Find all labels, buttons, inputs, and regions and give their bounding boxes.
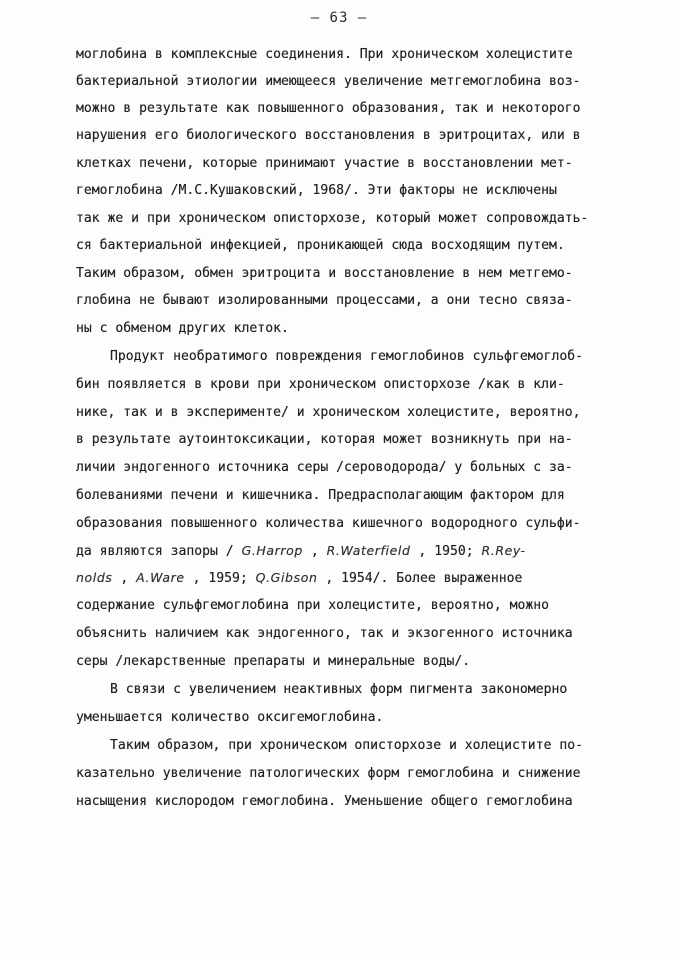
typed-text: , 1954/. Более выраженное — [325, 571, 523, 586]
handwritten-name: Q.Gibson — [255, 570, 318, 585]
text-line: казательно увеличение патологических форм гемоглобина и снижение — [76, 766, 581, 781]
handwritten-name: R.Waterfield — [326, 543, 411, 558]
handwritten-name: R.Rey- — [481, 543, 526, 558]
text-line: болеваниями печени и кишечника. Предрасполагающим фактором для — [76, 488, 565, 503]
typed-text: , — [120, 571, 129, 586]
text-line: гемоглобина /М.С.Кушаковский, 1968/. Эти факторы не исключены — [76, 183, 557, 198]
typed-text: , 1959; — [192, 571, 248, 586]
text-line: личии эндогенного источника серы /сероводорода/ у больных с за- — [76, 460, 573, 475]
page-number: – 63 – — [310, 10, 368, 26]
text-line: объяснить наличием как эндогенного, так и экзогенного источника — [76, 626, 573, 641]
text-line: насыщения кислородом гемоглобина. Уменьшение общего гемоглобина — [76, 794, 573, 809]
text-line-with-handwriting — [76, 541, 636, 561]
text-line: ны с обменом других клеток. — [76, 321, 289, 336]
text-line: уменьшается количество оксигемоглобина. — [76, 710, 384, 725]
handwritten-name: A.Ware — [136, 570, 185, 585]
text-line: ся бактериальной инфекцией, проникающей сюда восходящим путем. — [76, 238, 565, 253]
paragraph-first-line: Продукт необратимого повреждения гемоглобинов сульфгемоглоб- — [110, 349, 583, 364]
text-line: в результате аутоинтоксикации, которая может возникнуть при на- — [76, 432, 573, 447]
text-line: можно в результате как повышенного образования, так и некоторого — [76, 101, 581, 116]
handwritten-name: G.Harrop — [241, 543, 303, 558]
text-line: нарушения его биологического восстановления в эритроцитах, или в — [76, 128, 581, 143]
typed-text: , — [310, 544, 319, 559]
text-line: содержание сульфгемоглобина при холецистите, вероятно, можно — [76, 598, 549, 613]
text-line: бактериальной этиологии имеющееся увеличение метгемоглобина воз- — [76, 74, 581, 89]
paragraph-first-line: В связи с увеличением неактивных форм пигмента закономерно — [110, 682, 568, 697]
text-line: Таким образом, обмен эритроцита и восстановление в нем метгемо- — [76, 266, 573, 281]
text-line: бин появляется в крови при хроническом описторхозе /как в кли- — [76, 377, 565, 392]
text-line: глобина не бывают изолированными процессами, а они тесно связа- — [76, 293, 573, 308]
text-line-with-handwriting — [76, 568, 636, 588]
text-line: так же и при хроническом описторхозе, который может сопровождать- — [76, 211, 589, 226]
typed-text: да являются запоры / — [76, 544, 234, 559]
text-line: серы /лекарственные препараты и минеральные воды/. — [76, 654, 471, 669]
handwritten-name: nolds — [76, 570, 113, 585]
text-line: моглобина в комплексные соединения. При хроническом холецистите — [76, 47, 573, 62]
paragraph-first-line: Таким образом, при хроническом описторхозе и холецистите по- — [110, 738, 583, 753]
text-line: образования повышенного количества кишечного водородного сульфи- — [76, 516, 581, 531]
text-line: клетках печени, которые принимают участие в восстановлении мет- — [76, 156, 573, 171]
text-line: нике, так и в эксперименте/ и хроническом холецистите, вероятно, — [76, 405, 581, 420]
typed-text: , 1950; — [418, 544, 474, 559]
